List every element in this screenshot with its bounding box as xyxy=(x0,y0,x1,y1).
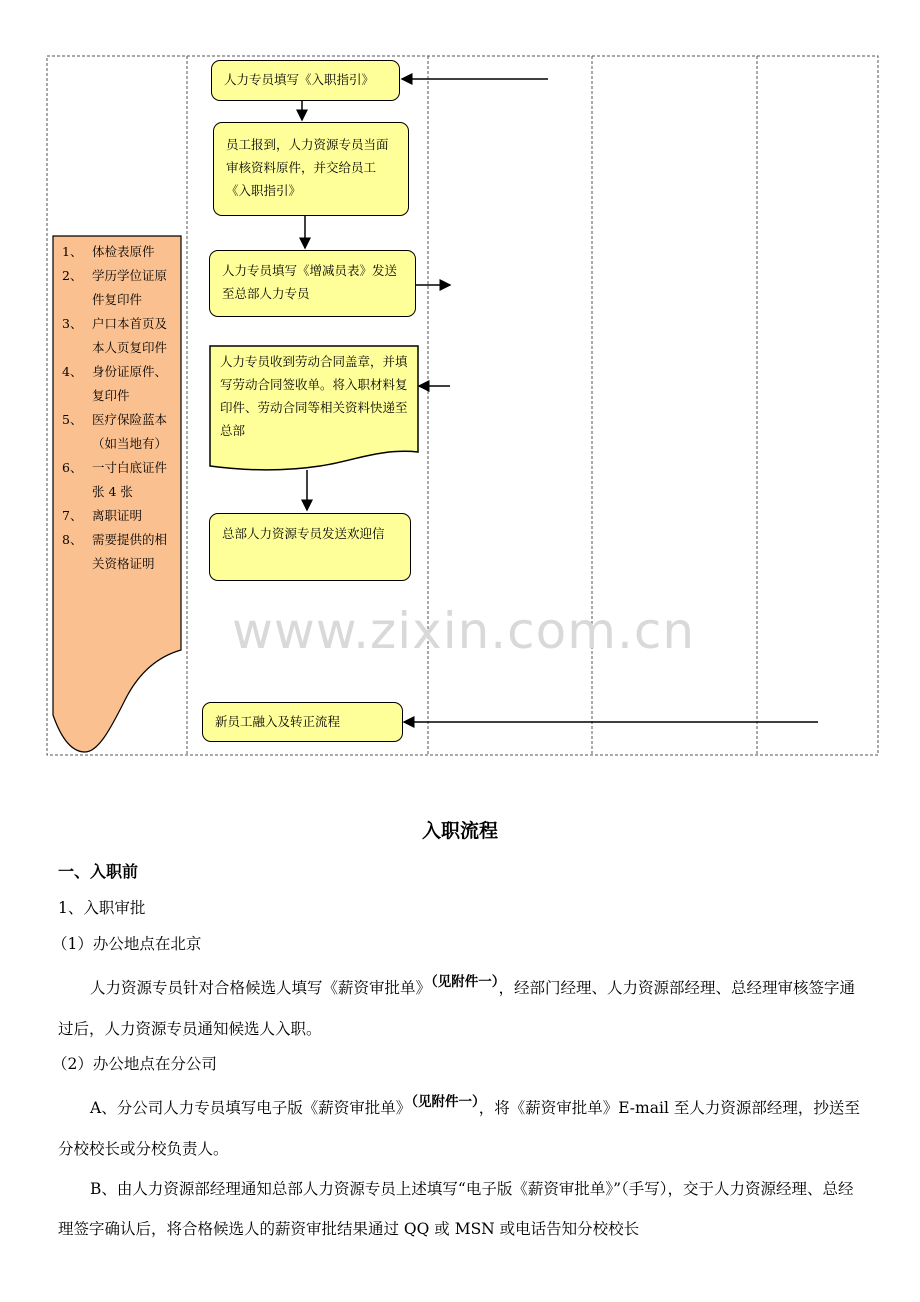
document-list-text: 户口本首页及本人页复印件 xyxy=(92,316,168,355)
flow-step-5: 总部人力资源专员发送欢迎信 xyxy=(209,513,411,581)
document-list-text: 体检表原件 xyxy=(92,244,155,259)
case1-text-a: 人力资源专员针对合格候选人填写《薪资审批单》 xyxy=(90,979,432,997)
watermark: www.zixin.com.cn xyxy=(232,602,696,660)
document-list-number: 3、 xyxy=(62,316,83,331)
document-list-item xyxy=(62,408,174,456)
document-list-number: 4、 xyxy=(62,364,83,379)
attachment-ref: （见附件一） xyxy=(431,974,499,990)
document-list-number: 7、 xyxy=(62,508,83,523)
document-list-number: 2、 xyxy=(62,268,83,283)
case1-heading: （1）办公地点在北京 xyxy=(52,935,202,953)
attachment-ref: （见附件一） xyxy=(411,1094,479,1110)
document-list-text: 身份证原件、复印件 xyxy=(92,364,168,403)
flow-step-1: 人力专员填写《入职指引》 xyxy=(211,60,400,101)
documents-list xyxy=(62,240,174,576)
document-list-item xyxy=(62,528,174,576)
document-list-text: 离职证明 xyxy=(92,508,143,523)
section-heading: 一、入职前 xyxy=(58,862,139,881)
case2-heading: （2）办公地点在分公司 xyxy=(52,1055,217,1073)
document-list-item xyxy=(62,456,174,504)
document-list-number: 8、 xyxy=(62,532,83,547)
flow-step-4: 人力专员收到劳动合同盖章，并填写劳动合同签收单。将入职材料复印件、劳动合同等相关资料快递至总部 xyxy=(220,354,408,438)
flow-step-3: 人力专员填写《增减员表》发送至总部人力专员 xyxy=(209,250,416,317)
case1-paragraph xyxy=(58,968,868,1049)
document-list-number: 5、 xyxy=(62,412,83,427)
document-list-number: 6、 xyxy=(62,460,83,475)
case1-text-b: ，经部门经理、人力资源部经理、总经理审核签字通过后，人力资源专员通知候选人入职。 xyxy=(58,979,856,1038)
case2-a-text-b: ，将《薪资审批单》E-mail 至人力资源部经理，抄送至分校校长或分校负责人。 xyxy=(58,1099,860,1158)
flow-step-6: 新员工融入及转正流程 xyxy=(202,702,403,742)
case2-a-text-a: A、分公司人力专员填写电子版《薪资审批单》 xyxy=(90,1099,412,1117)
document-list-item xyxy=(62,240,174,264)
document-list-text: 医疗保险蓝本（如当地有） xyxy=(92,412,168,451)
case2-paragraph-b: B、由人力资源部经理通知总部人力资源专员上述填写“电子版《薪资审批单》”（手写），交于人力资源经理、总经理签字确认后，将合格候选人的薪资审批结果通过 QQ 或 MSN 或电话告知分校校长 xyxy=(58,1180,854,1238)
document-list-item xyxy=(62,504,174,528)
document-list-item xyxy=(62,360,174,408)
document-list-text: 一寸白底证件张 4 张 xyxy=(92,460,168,499)
document-title: 入职流程 xyxy=(421,820,498,842)
case2-paragraph-a xyxy=(58,1088,868,1169)
document-list-text: 学历学位证原件复印件 xyxy=(92,268,168,307)
flow-step-2: 员工报到，人力资源专员当面审核资料原件，并交给员工《入职指引》 xyxy=(213,122,409,216)
document-list-number: 1、 xyxy=(62,244,83,259)
document-list-item xyxy=(62,312,174,360)
document-list-text: 需要提供的相关资格证明 xyxy=(92,532,168,571)
document-list-item xyxy=(62,264,174,312)
subsection-heading: 1、入职审批 xyxy=(58,899,146,917)
